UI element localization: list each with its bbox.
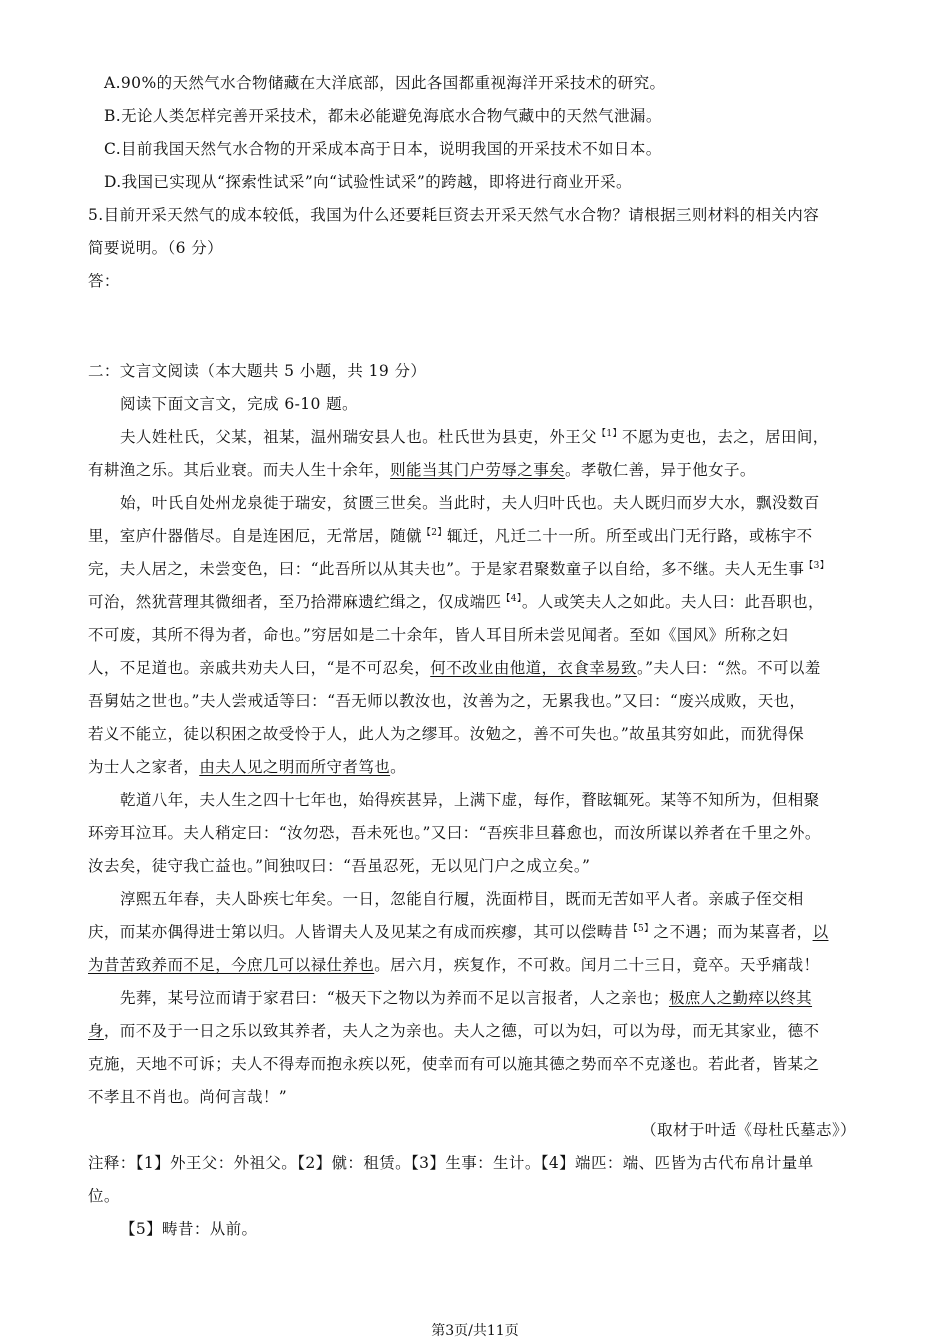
text-run: 为士人之家者， xyxy=(88,758,200,776)
passage-line xyxy=(120,427,895,447)
answer-label: 答： xyxy=(88,272,120,290)
passage-line: 不孝且不肖也。尚何言哉！” xyxy=(88,1088,288,1106)
option-c[interactable]: C.目前我国天然气水合物的开采成本高于日本，说明我国的开采技术不如日本。 xyxy=(104,140,662,158)
note-ref-3: 【3】 xyxy=(804,561,830,571)
passage-line: 不可废，其所不得为者，命也。”穷居如是二十余年，皆人耳目所未尝见闻者。至如《国风》所称之妇 xyxy=(88,626,789,644)
text-run: 完，夫人居之，未尝变色，曰：“此吾所以从其夫也”。于是家君聚数童子以自给，多不继。夫人无生事 xyxy=(88,560,805,578)
text-run: ，而不及于一日之乐以致其养者，夫人之为亲也。夫人之德，可以为妇，可以为母，而无其家业，德不 xyxy=(103,1022,820,1040)
text-run: 人，不足道也。亲戚共劝夫人曰，“是不可忍矣， xyxy=(88,659,431,677)
note-ref-2: 【2】 xyxy=(421,528,447,538)
text-run: 可治，然犹营理其微细者，至乃拾滞麻遗纻缉之，仅成端匹 xyxy=(88,593,502,611)
passage-line xyxy=(88,526,863,546)
passage-line: 乾道八年，夫人生之四十七年也，始得疾甚异，上满下虚，每作，瞀眩辄死。某等不知所为，但相聚 xyxy=(120,791,820,809)
section-instruction: 阅读下面文言文，完成 6-10 题。 xyxy=(120,395,358,413)
notes-line-1: 注释：【1】外王父：外祖父。【2】僦：租赁。【3】生事：生计。【4】端匹：端、匹皆为古代布帛计量单 xyxy=(88,1154,814,1172)
passage-line: 若义不能立，徒以积困之故受怜于人，此人为之缪耳。汝勉之，善不可失也。”故虽其穷如此，而犹得保 xyxy=(88,725,805,743)
page-footer: 第3页/共11页 xyxy=(431,1323,519,1339)
passage-line xyxy=(88,955,863,975)
underlined-sentence: 以 xyxy=(812,923,829,941)
source-citation: （取材于叶适《母杜氏墓志》） xyxy=(641,1121,856,1139)
notes-line-3: 【5】畴昔：从前。 xyxy=(120,1220,258,1238)
notes-line-2: 位。 xyxy=(88,1187,120,1205)
passage-line: 始，叶氏自处州龙泉徙于瑞安，贫匮三世矣。当此时，夫人归叶氏也。夫人既归而岁大水，飘没数百 xyxy=(120,494,820,512)
underlined-sentence: 极庶人之勤瘁以终其 xyxy=(668,989,813,1007)
passage-line xyxy=(120,988,895,1008)
passage-line: 环旁耳泣耳。夫人稍定曰：“汝勿恐，吾未死也。”又曰：“吾疾非旦暮愈也，而汝所谋以养者在千里之外。 xyxy=(88,824,821,842)
underlined-sentence: 则能当其门户劳辱之事矣 xyxy=(390,461,566,479)
text-run: 夫人姓杜氏，父某，祖某，温州瑞安县人也。杜氏世为县吏，外王父 xyxy=(120,428,598,446)
passage-line xyxy=(88,757,863,777)
passage-line xyxy=(88,559,863,579)
underlined-sentence: 何不改业由他道，衣食幸易致 xyxy=(430,659,637,677)
option-d[interactable]: D.我国已实现从“探索性试采”向“试验性试采”的跨越，即将进行商业开采。 xyxy=(104,173,632,191)
note-ref-5: 【5】 xyxy=(628,924,654,934)
text-run: 。 xyxy=(390,758,407,776)
text-run: 。孝敬仁善，异于他女子。 xyxy=(565,461,756,479)
passage-line xyxy=(88,658,863,678)
text-run: 先葬，某号泣而请于家君曰：“极天下之物以为养而不足以言报者，人之亲也； xyxy=(120,989,669,1007)
text-run: 不愿为吏也，去之，居田间， xyxy=(621,428,829,446)
option-a[interactable]: A.90%的天然气水合物储藏在大洋底部，因此各国都重视海洋开采技术的研究。 xyxy=(104,74,666,92)
text-run: 。人或笑夫人之如此。夫人曰：此吾职也， xyxy=(521,593,824,611)
text-run: 。居六月，疾复作，不可救。闰月二十三日，竟卒。天乎痛哉！ xyxy=(374,956,820,974)
passage-line xyxy=(88,592,863,612)
underlined-sentence: 身 xyxy=(88,1022,104,1040)
passage-line: 淳熙五年春，夫人卧疾七年矣。一日，忽能自行履，洗面栉目，既而无苦如平人者。亲戚子侄交相 xyxy=(120,890,804,908)
underlined-sentence: 由夫人见之明而所守者笃也 xyxy=(199,758,391,776)
question-5-line-2: 简要说明。（6 分） xyxy=(88,239,224,257)
text-run: 有耕渔之乐。其后业衰。而夫人生十余年， xyxy=(88,461,391,479)
option-b[interactable]: B.无论人类怎样完善开采技术，都未必能避免海底水合物气藏中的天然气泄漏。 xyxy=(104,107,662,125)
passage-line: 汝去矣，徒守我亡益也。”间独叹曰：“吾虽忍死，无以见门户之成立矣。” xyxy=(88,857,591,875)
section-heading: 二：文言文阅读（本大题共 5 小题，共 19 分） xyxy=(88,362,427,380)
text-run: 里，室庐什器偕尽。自是连困厄，无常居，随僦 xyxy=(88,527,422,545)
passage-line xyxy=(88,922,863,942)
text-run: 之不遇；而为某喜者， xyxy=(653,923,813,941)
note-ref-1: 【1】 xyxy=(597,429,622,439)
text-run: 辄迁，凡迁二十一所。所至或出门无行路，或栋宇不 xyxy=(446,527,813,545)
question-5-line-1: 5.目前开采天然气的成本较低，我国为什么还要耗巨资去开采天然气水合物？请根据三则材料的相关内容 xyxy=(88,206,820,224)
note-ref-4: 【4】 xyxy=(501,594,522,604)
text-run: 。”夫人曰：“然。不可以羞 xyxy=(636,659,821,677)
passage-line: 克施，天地不可诉；夫人不得寿而抱永疾以死，使幸而有可以施其德之势而卒不克遂也。若此者，皆某之 xyxy=(88,1055,820,1073)
underlined-sentence: 为昔苦致养而不足，今庶几可以禄仕养也 xyxy=(88,956,375,974)
passage-line xyxy=(88,1021,863,1041)
passage-line xyxy=(88,460,863,480)
passage-line: 吾舅姑之世也。”夫人尝戒适等曰：“吾无师以教汝也，汝善为之，无累我也。”又曰：“废兴成败，天也， xyxy=(88,692,806,710)
text-run: 庆，而某亦偶得进士第以归。人皆谓夫人及见某之有成而疾瘳，其可以偿畴昔 xyxy=(88,923,629,941)
